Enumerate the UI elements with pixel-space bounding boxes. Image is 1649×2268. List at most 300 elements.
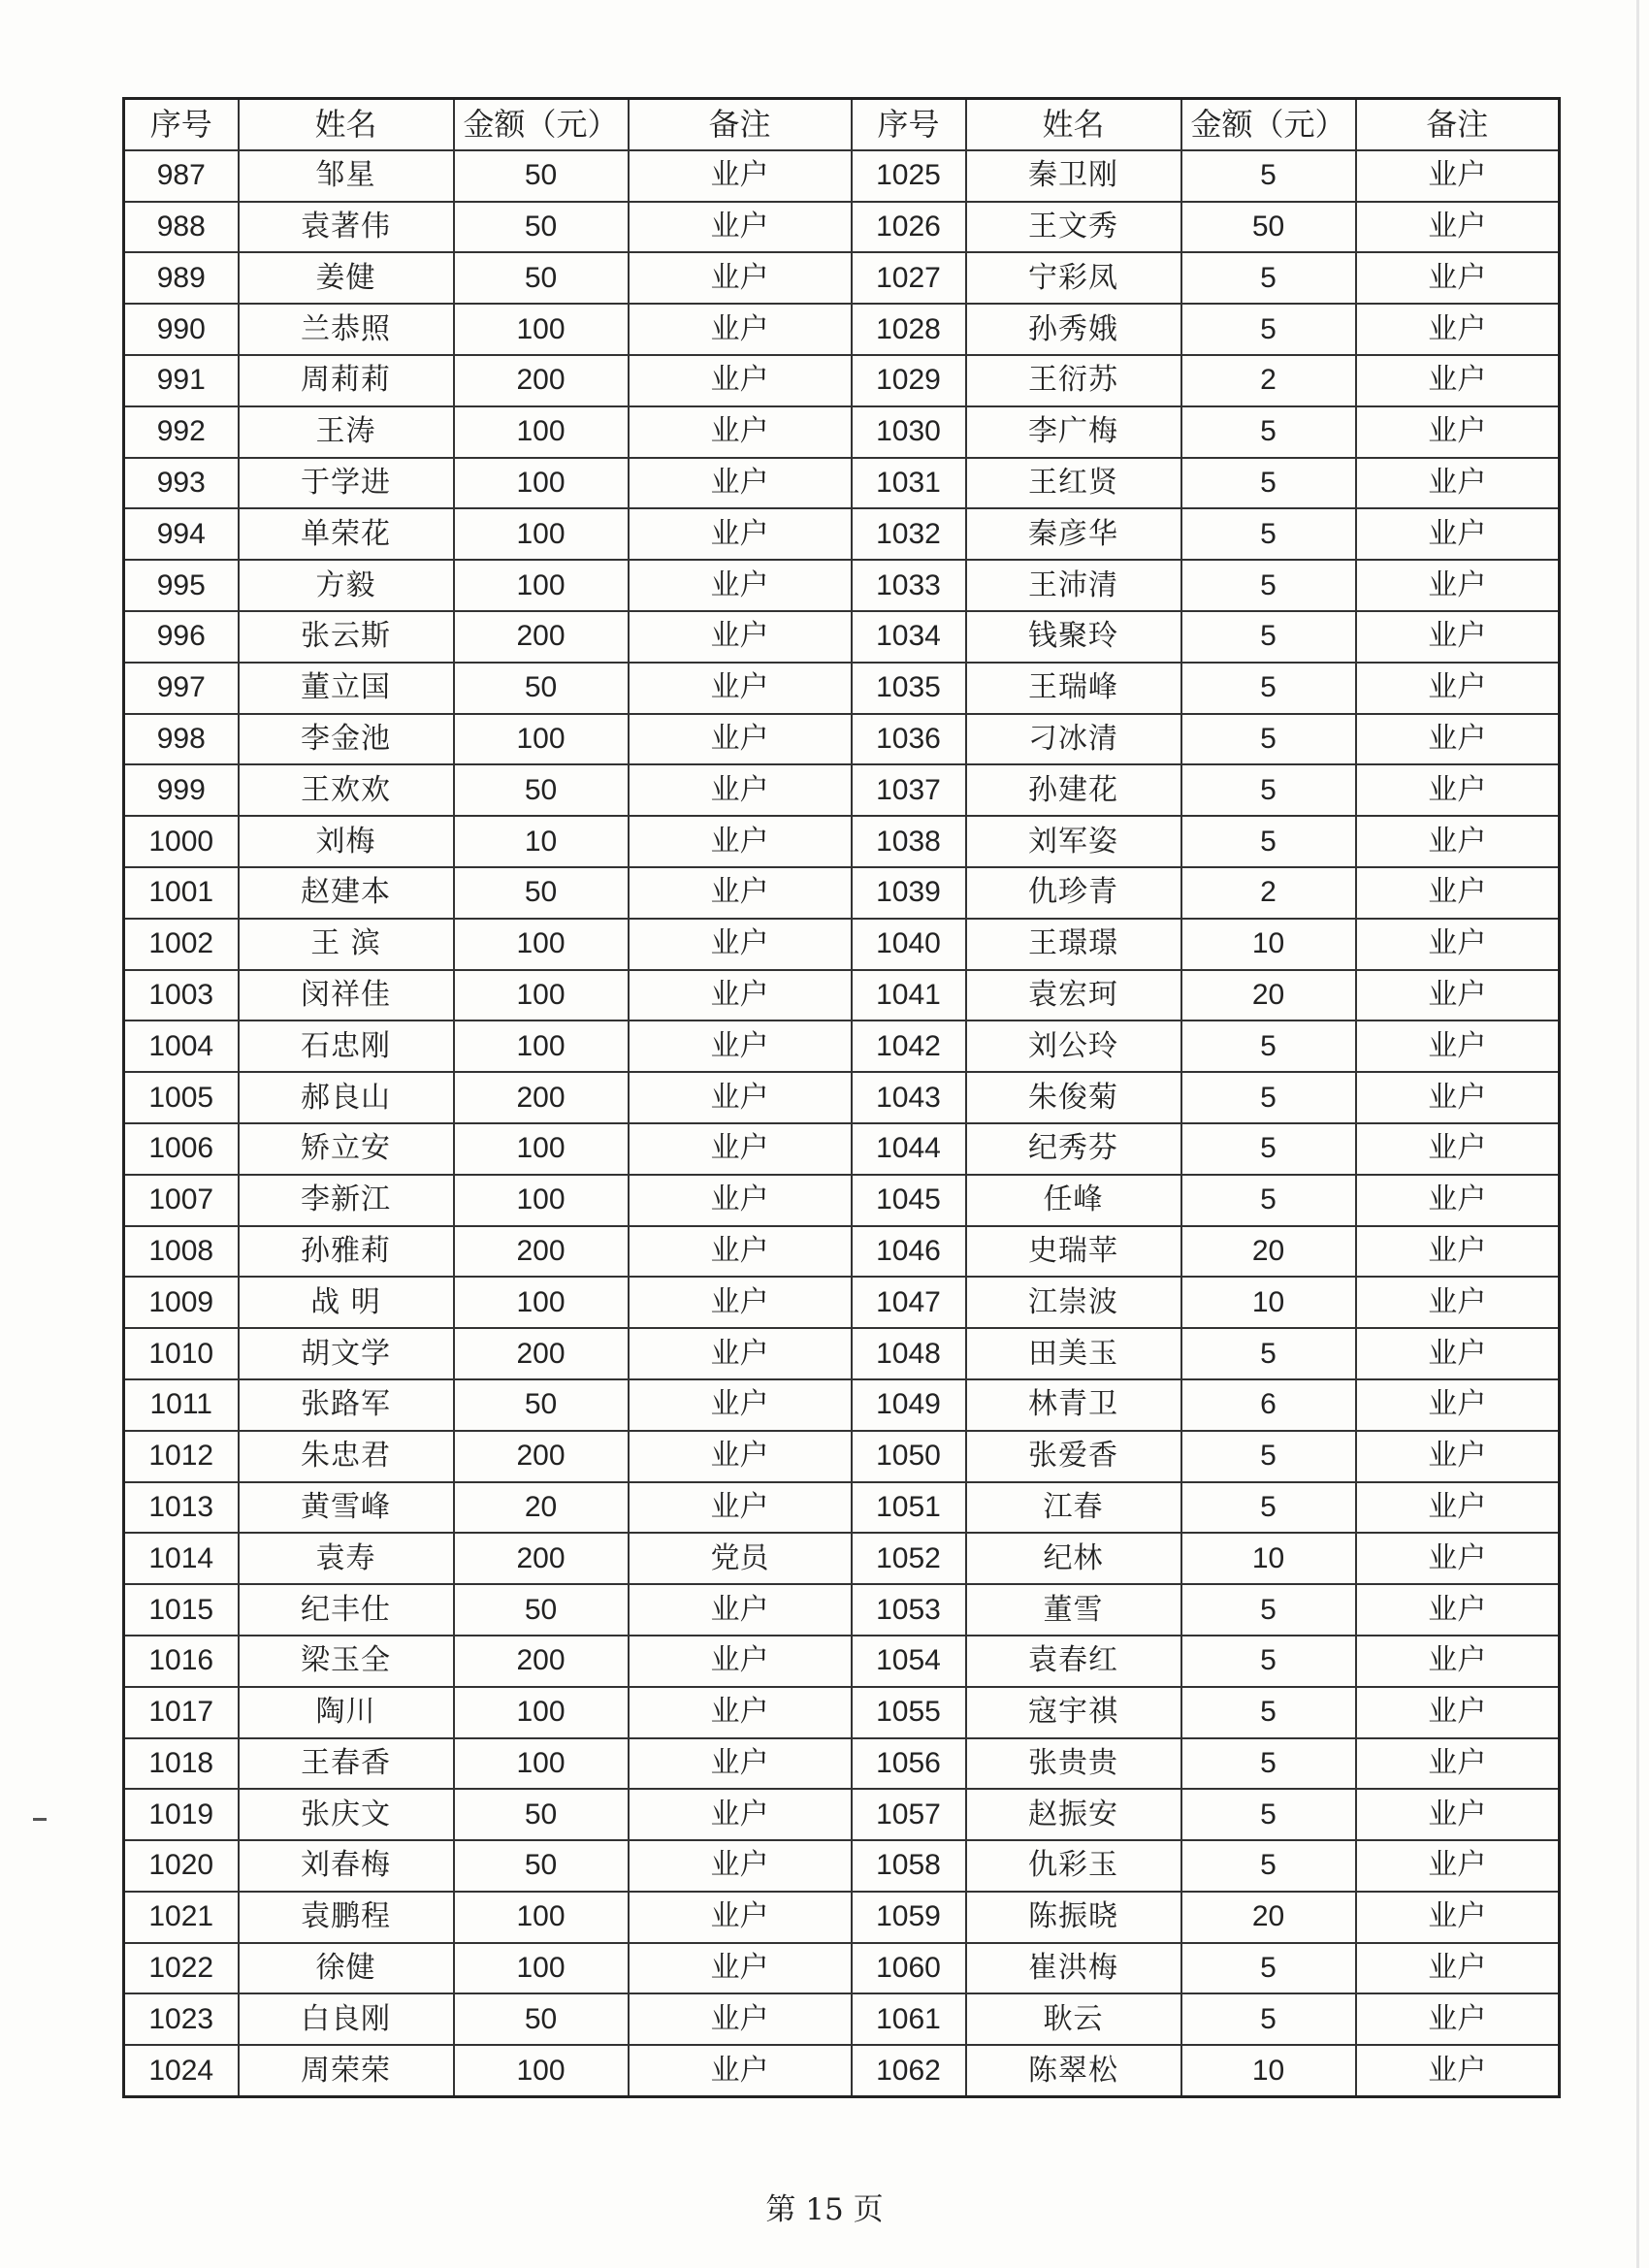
cell-note: 业户 <box>1356 1533 1560 1584</box>
cell-amount: 5 <box>1181 663 1356 714</box>
cell-name: 袁春红 <box>966 1636 1181 1687</box>
table-header <box>124 99 1560 150</box>
cell-amount: 5 <box>1181 1584 1356 1636</box>
cell-amount: 100 <box>454 1021 629 1072</box>
cell-seq: 998 <box>124 714 239 765</box>
cell-seq: 1047 <box>852 1277 966 1328</box>
cell-note: 业户 <box>629 1277 852 1328</box>
cell-amount: 5 <box>1181 1431 1356 1482</box>
cell-amount: 100 <box>454 508 629 560</box>
table-row <box>124 764 1560 816</box>
cell-amount: 5 <box>1181 508 1356 560</box>
cell-amount: 5 <box>1181 1636 1356 1687</box>
cell-name: 江崇波 <box>966 1277 1181 1328</box>
cell-name: 陶川 <box>239 1687 454 1738</box>
cell-name: 矫立安 <box>239 1123 454 1175</box>
cell-seq: 1001 <box>124 867 239 919</box>
cell-seq: 1002 <box>124 919 239 970</box>
cell-note: 业户 <box>1356 970 1560 1021</box>
scan-edge <box>1636 0 1639 2268</box>
cell-name: 王 滨 <box>239 919 454 970</box>
cell-name: 李广梅 <box>966 406 1181 458</box>
header-amount-2: 金额（元） <box>1181 99 1356 150</box>
cell-name: 黄雪峰 <box>239 1482 454 1534</box>
cell-name: 姜健 <box>239 252 454 304</box>
cell-note: 业户 <box>629 1021 852 1072</box>
cell-note: 业户 <box>629 816 852 867</box>
cell-seq: 1014 <box>124 1533 239 1584</box>
cell-name: 王璟璟 <box>966 919 1181 970</box>
cell-amount: 5 <box>1181 1482 1356 1534</box>
cell-seq: 1061 <box>852 1993 966 2045</box>
cell-name: 袁宏珂 <box>966 970 1181 1021</box>
table-row <box>124 1123 1560 1175</box>
header-note-2: 备注 <box>1356 99 1560 150</box>
cell-amount: 50 <box>1181 202 1356 253</box>
cell-amount: 10 <box>1181 2045 1356 2096</box>
cell-note: 业户 <box>629 1687 852 1738</box>
cell-seq: 1050 <box>852 1431 966 1482</box>
cell-seq: 1016 <box>124 1636 239 1687</box>
cell-name: 陈翠松 <box>966 2045 1181 2096</box>
cell-name: 赵振安 <box>966 1789 1181 1840</box>
table-row <box>124 663 1560 714</box>
cell-name: 王涛 <box>239 406 454 458</box>
cell-name: 史瑞苹 <box>966 1226 1181 1278</box>
cell-note: 业户 <box>629 508 852 560</box>
cell-note: 业户 <box>629 2045 852 2096</box>
cell-name: 王沛清 <box>966 560 1181 611</box>
cell-note: 业户 <box>629 355 852 406</box>
cell-seq: 1054 <box>852 1636 966 1687</box>
cell-note: 业户 <box>1356 1175 1560 1226</box>
cell-seq: 1044 <box>852 1123 966 1175</box>
cell-amount: 10 <box>1181 1277 1356 1328</box>
cell-amount: 10 <box>1181 919 1356 970</box>
cell-amount: 20 <box>1181 970 1356 1021</box>
cell-seq: 990 <box>124 304 239 355</box>
cell-name: 梁玉全 <box>239 1636 454 1687</box>
cell-name: 孙秀娥 <box>966 304 1181 355</box>
cell-name: 刁冰清 <box>966 714 1181 765</box>
cell-note: 业户 <box>1356 867 1560 919</box>
cell-seq: 1006 <box>124 1123 239 1175</box>
cell-seq: 1038 <box>852 816 966 867</box>
cell-name: 战 明 <box>239 1277 454 1328</box>
cell-name: 陈振晓 <box>966 1892 1181 1943</box>
cell-name: 秦卫刚 <box>966 150 1181 202</box>
cell-note: 业户 <box>629 1943 852 1994</box>
cell-seq: 1007 <box>124 1175 239 1226</box>
cell-amount: 50 <box>454 764 629 816</box>
cell-amount: 50 <box>454 1840 629 1892</box>
cell-name: 闵祥佳 <box>239 970 454 1021</box>
cell-seq: 1058 <box>852 1840 966 1892</box>
cell-seq: 1020 <box>124 1840 239 1892</box>
cell-amount: 100 <box>454 970 629 1021</box>
cell-note: 业户 <box>629 458 852 509</box>
cell-seq: 1005 <box>124 1072 239 1123</box>
cell-seq: 988 <box>124 202 239 253</box>
table-row <box>124 1789 1560 1840</box>
cell-note: 业户 <box>629 919 852 970</box>
table-row <box>124 355 1560 406</box>
cell-name: 孙雅莉 <box>239 1226 454 1278</box>
cell-name: 崔洪梅 <box>966 1943 1181 1994</box>
cell-name: 刘春梅 <box>239 1840 454 1892</box>
cell-name: 董雪 <box>966 1584 1181 1636</box>
table-row <box>124 970 1560 1021</box>
cell-seq: 1019 <box>124 1789 239 1840</box>
cell-name: 仇彩玉 <box>966 1840 1181 1892</box>
cell-seq: 1033 <box>852 560 966 611</box>
cell-name: 刘公玲 <box>966 1021 1181 1072</box>
cell-amount: 200 <box>454 1072 629 1123</box>
cell-name: 袁著伟 <box>239 202 454 253</box>
cell-note: 业户 <box>629 1123 852 1175</box>
cell-name: 王文秀 <box>966 202 1181 253</box>
cell-name: 张路军 <box>239 1379 454 1431</box>
cell-note: 业户 <box>1356 1584 1560 1636</box>
cell-name: 王瑞峰 <box>966 663 1181 714</box>
cell-amount: 5 <box>1181 611 1356 663</box>
cell-note: 业户 <box>1356 406 1560 458</box>
cell-name: 邹星 <box>239 150 454 202</box>
cell-amount: 5 <box>1181 1789 1356 1840</box>
cell-seq: 1040 <box>852 919 966 970</box>
cell-note: 业户 <box>1356 1482 1560 1534</box>
header-row <box>124 99 1560 150</box>
cell-seq: 1027 <box>852 252 966 304</box>
cell-amount: 10 <box>1181 1533 1356 1584</box>
cell-amount: 5 <box>1181 458 1356 509</box>
cell-note: 业户 <box>629 1636 852 1687</box>
cell-seq: 1031 <box>852 458 966 509</box>
cell-amount: 200 <box>454 1636 629 1687</box>
cell-name: 于学进 <box>239 458 454 509</box>
table-row <box>124 406 1560 458</box>
table-row <box>124 1892 1560 1943</box>
cell-note: 业户 <box>1356 1840 1560 1892</box>
cell-seq: 1055 <box>852 1687 966 1738</box>
table-row <box>124 1687 1560 1738</box>
header-amount: 金额（元） <box>454 99 629 150</box>
cell-amount: 50 <box>454 1379 629 1431</box>
cell-note: 业户 <box>629 1226 852 1278</box>
cell-amount: 100 <box>454 1277 629 1328</box>
cell-name: 纪林 <box>966 1533 1181 1584</box>
cell-seq: 1008 <box>124 1226 239 1278</box>
cell-amount: 5 <box>1181 560 1356 611</box>
cell-note: 业户 <box>1356 919 1560 970</box>
table-row <box>124 1993 1560 2045</box>
cell-seq: 1037 <box>852 764 966 816</box>
cell-seq: 1011 <box>124 1379 239 1431</box>
cell-note: 业户 <box>1356 1021 1560 1072</box>
table-row <box>124 560 1560 611</box>
cell-note: 业户 <box>1356 560 1560 611</box>
cell-amount: 20 <box>454 1482 629 1534</box>
cell-amount: 20 <box>1181 1892 1356 1943</box>
cell-amount: 100 <box>454 2045 629 2096</box>
cell-note: 业户 <box>1356 1226 1560 1278</box>
cell-name: 仇珍青 <box>966 867 1181 919</box>
scan-mark <box>33 1818 47 1821</box>
cell-amount: 100 <box>454 458 629 509</box>
cell-note: 业户 <box>629 611 852 663</box>
cell-amount: 5 <box>1181 1943 1356 1994</box>
table-row <box>124 1021 1560 1072</box>
cell-amount: 5 <box>1181 252 1356 304</box>
cell-note: 业户 <box>1356 1738 1560 1790</box>
cell-note: 业户 <box>1356 663 1560 714</box>
cell-name: 林青卫 <box>966 1379 1181 1431</box>
cell-amount: 2 <box>1181 867 1356 919</box>
cell-name: 王衍苏 <box>966 355 1181 406</box>
cell-seq: 1062 <box>852 2045 966 2096</box>
cell-seq: 1052 <box>852 1533 966 1584</box>
cell-seq: 1051 <box>852 1482 966 1534</box>
cell-seq: 1041 <box>852 970 966 1021</box>
header-name: 姓名 <box>239 99 454 150</box>
cell-seq: 1034 <box>852 611 966 663</box>
cell-note: 业户 <box>1356 1892 1560 1943</box>
cell-name: 徐健 <box>239 1943 454 1994</box>
table-row <box>124 1533 1560 1584</box>
cell-amount: 50 <box>454 1584 629 1636</box>
cell-note: 业户 <box>629 1584 852 1636</box>
cell-seq: 1036 <box>852 714 966 765</box>
cell-seq: 997 <box>124 663 239 714</box>
cell-note: 业户 <box>629 1379 852 1431</box>
cell-name: 郝良山 <box>239 1072 454 1123</box>
cell-seq: 999 <box>124 764 239 816</box>
cell-note: 业户 <box>1356 611 1560 663</box>
cell-seq: 1053 <box>852 1584 966 1636</box>
cell-name: 李新江 <box>239 1175 454 1226</box>
cell-seq: 1059 <box>852 1892 966 1943</box>
cell-seq: 1056 <box>852 1738 966 1790</box>
cell-note: 业户 <box>1356 252 1560 304</box>
cell-seq: 1049 <box>852 1379 966 1431</box>
cell-note: 业户 <box>629 1431 852 1482</box>
cell-amount: 5 <box>1181 304 1356 355</box>
cell-name: 孙建花 <box>966 764 1181 816</box>
table-row <box>124 1226 1560 1278</box>
cell-note: 业户 <box>629 714 852 765</box>
cell-seq: 1023 <box>124 1993 239 2045</box>
cell-seq: 1010 <box>124 1328 239 1379</box>
cell-amount: 100 <box>454 1738 629 1790</box>
cell-amount: 10 <box>454 816 629 867</box>
header-name-2: 姓名 <box>966 99 1181 150</box>
cell-note: 业户 <box>1356 202 1560 253</box>
cell-seq: 1024 <box>124 2045 239 2096</box>
cell-seq: 987 <box>124 150 239 202</box>
cell-note: 业户 <box>1356 1328 1560 1379</box>
cell-name: 董立国 <box>239 663 454 714</box>
cell-name: 朱忠君 <box>239 1431 454 1482</box>
cell-seq: 1039 <box>852 867 966 919</box>
cell-amount: 5 <box>1181 1993 1356 2045</box>
cell-note: 业户 <box>1356 1789 1560 1840</box>
cell-note: 业户 <box>1356 1277 1560 1328</box>
cell-amount: 50 <box>454 202 629 253</box>
table-row <box>124 2045 1560 2096</box>
cell-note: 党员 <box>629 1533 852 1584</box>
cell-seq: 1046 <box>852 1226 966 1278</box>
cell-seq: 1015 <box>124 1584 239 1636</box>
cell-amount: 5 <box>1181 764 1356 816</box>
table-row <box>124 1636 1560 1687</box>
cell-note: 业户 <box>629 1789 852 1840</box>
table-row <box>124 714 1560 765</box>
table-row <box>124 1738 1560 1790</box>
cell-seq: 1028 <box>852 304 966 355</box>
header-seq: 序号 <box>124 99 239 150</box>
table-row <box>124 458 1560 509</box>
cell-amount: 5 <box>1181 1123 1356 1175</box>
cell-name: 白良刚 <box>239 1993 454 2045</box>
cell-name: 江春 <box>966 1482 1181 1534</box>
table-row <box>124 1584 1560 1636</box>
cell-note: 业户 <box>1356 1636 1560 1687</box>
cell-seq: 1057 <box>852 1789 966 1840</box>
cell-note: 业户 <box>629 1993 852 2045</box>
cell-seq: 1009 <box>124 1277 239 1328</box>
cell-note: 业户 <box>1356 1943 1560 1994</box>
cell-amount: 5 <box>1181 1175 1356 1226</box>
cell-note: 业户 <box>629 304 852 355</box>
cell-seq: 1013 <box>124 1482 239 1534</box>
cell-name: 任峰 <box>966 1175 1181 1226</box>
cell-seq: 1029 <box>852 355 966 406</box>
cell-amount: 5 <box>1181 1328 1356 1379</box>
cell-amount: 50 <box>454 1789 629 1840</box>
cell-amount: 100 <box>454 1175 629 1226</box>
cell-name: 兰恭照 <box>239 304 454 355</box>
cell-note: 业户 <box>629 252 852 304</box>
cell-seq: 1003 <box>124 970 239 1021</box>
cell-amount: 200 <box>454 1533 629 1584</box>
cell-note: 业户 <box>1356 2045 1560 2096</box>
table-row <box>124 1175 1560 1226</box>
header-note: 备注 <box>629 99 852 150</box>
cell-note: 业户 <box>1356 304 1560 355</box>
cell-note: 业户 <box>1356 508 1560 560</box>
cell-note: 业户 <box>629 970 852 1021</box>
table-row <box>124 816 1560 867</box>
cell-seq: 1012 <box>124 1431 239 1482</box>
cell-note: 业户 <box>1356 1687 1560 1738</box>
cell-note: 业户 <box>1356 1123 1560 1175</box>
cell-amount: 50 <box>454 867 629 919</box>
cell-name: 方毅 <box>239 560 454 611</box>
cell-note: 业户 <box>629 663 852 714</box>
cell-amount: 6 <box>1181 1379 1356 1431</box>
cell-seq: 1060 <box>852 1943 966 1994</box>
table-row <box>124 1431 1560 1482</box>
cell-amount: 200 <box>454 1328 629 1379</box>
table-body <box>124 150 1560 2097</box>
table-row <box>124 1379 1560 1431</box>
table-row <box>124 508 1560 560</box>
cell-name: 张庆文 <box>239 1789 454 1840</box>
cell-amount: 100 <box>454 406 629 458</box>
table-row <box>124 1277 1560 1328</box>
cell-amount: 5 <box>1181 406 1356 458</box>
cell-name: 单荣花 <box>239 508 454 560</box>
cell-seq: 1048 <box>852 1328 966 1379</box>
cell-note: 业户 <box>1356 816 1560 867</box>
table-row <box>124 1943 1560 1994</box>
table-row <box>124 611 1560 663</box>
cell-name: 王红贤 <box>966 458 1181 509</box>
table-row <box>124 304 1560 355</box>
table-row <box>124 202 1560 253</box>
cell-amount: 5 <box>1181 1072 1356 1123</box>
cell-amount: 100 <box>454 560 629 611</box>
cell-note: 业户 <box>629 1738 852 1790</box>
cell-note: 业户 <box>629 1072 852 1123</box>
cell-name: 李金池 <box>239 714 454 765</box>
cell-amount: 50 <box>454 150 629 202</box>
cell-name: 耿云 <box>966 1993 1181 2045</box>
cell-amount: 5 <box>1181 1687 1356 1738</box>
cell-name: 田美玉 <box>966 1328 1181 1379</box>
cell-note: 业户 <box>629 406 852 458</box>
cell-amount: 5 <box>1181 1021 1356 1072</box>
cell-note: 业户 <box>629 150 852 202</box>
cell-note: 业户 <box>1356 714 1560 765</box>
cell-seq: 1043 <box>852 1072 966 1123</box>
cell-seq: 995 <box>124 560 239 611</box>
cell-seq: 1021 <box>124 1892 239 1943</box>
cell-name: 张贵贵 <box>966 1738 1181 1790</box>
cell-name: 纪秀芬 <box>966 1123 1181 1175</box>
cell-amount: 5 <box>1181 150 1356 202</box>
cell-note: 业户 <box>629 560 852 611</box>
cell-seq: 1035 <box>852 663 966 714</box>
header-seq-2: 序号 <box>852 99 966 150</box>
cell-name: 石忠刚 <box>239 1021 454 1072</box>
cell-note: 业户 <box>629 1328 852 1379</box>
cell-amount: 5 <box>1181 816 1356 867</box>
table-row <box>124 1482 1560 1534</box>
cell-seq: 1022 <box>124 1943 239 1994</box>
table-row <box>124 252 1560 304</box>
cell-note: 业户 <box>1356 1431 1560 1482</box>
cell-name: 袁寿 <box>239 1533 454 1584</box>
donation-table <box>122 97 1561 2098</box>
cell-amount: 100 <box>454 919 629 970</box>
cell-name: 王欢欢 <box>239 764 454 816</box>
cell-amount: 100 <box>454 1123 629 1175</box>
cell-seq: 991 <box>124 355 239 406</box>
cell-note: 业户 <box>629 1892 852 1943</box>
table-row <box>124 919 1560 970</box>
donation-sheet <box>122 97 1558 2098</box>
cell-name: 张爱香 <box>966 1431 1181 1482</box>
cell-seq: 996 <box>124 611 239 663</box>
cell-amount: 20 <box>1181 1226 1356 1278</box>
cell-amount: 100 <box>454 1687 629 1738</box>
cell-seq: 994 <box>124 508 239 560</box>
cell-seq: 1026 <box>852 202 966 253</box>
cell-seq: 1000 <box>124 816 239 867</box>
cell-note: 业户 <box>629 1840 852 1892</box>
table-row <box>124 1072 1560 1123</box>
